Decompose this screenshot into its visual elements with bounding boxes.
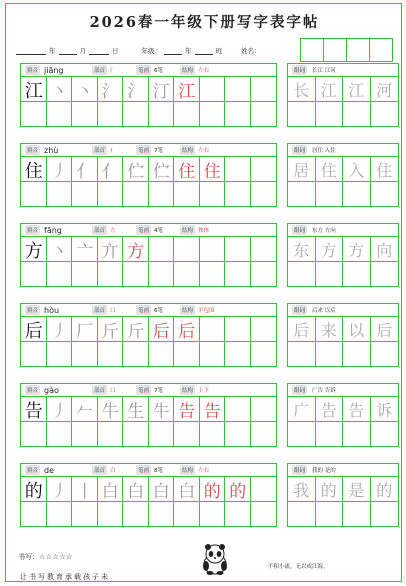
stroke-step: 丨 (76, 482, 94, 502)
pinyin: hòu (44, 305, 60, 315)
stroke-step: 的 (203, 482, 221, 502)
word-cell[interactable]: 东 (288, 237, 316, 262)
grid-cell[interactable] (251, 502, 277, 527)
grid-cell[interactable] (251, 422, 277, 447)
grid-cell[interactable] (200, 342, 226, 367)
word-cell[interactable] (343, 182, 371, 206)
word-cell[interactable]: 方 (316, 237, 344, 262)
model-char: 江 (24, 80, 43, 102)
stroke-step: 丿 (50, 322, 68, 342)
grid-cell[interactable] (251, 182, 277, 207)
stroke-step: 汀 (152, 82, 170, 102)
stroke-count: 7笔 (154, 148, 164, 154)
word-cell[interactable] (316, 502, 344, 526)
pinyin: fāng (44, 225, 62, 235)
worksheet-page (5, 3, 402, 582)
stroke-step: 丶 (50, 242, 68, 262)
word-info: 组词 广告 告诉 (288, 384, 398, 397)
structure: 上下 (198, 388, 210, 394)
stroke-step: 氵 (101, 82, 119, 102)
word-cell[interactable]: 告 (316, 397, 344, 422)
word-info: 组词 后来 以后 (288, 304, 398, 317)
word-cell[interactable] (288, 342, 316, 366)
char-section (20, 383, 277, 447)
grid-cell[interactable] (21, 342, 47, 367)
grid-cell[interactable] (174, 342, 200, 367)
word-section (287, 303, 399, 367)
stroke-step: 白 (152, 482, 170, 502)
grid-cell[interactable] (98, 422, 124, 447)
pinyin: de (44, 465, 55, 475)
grid-cell[interactable] (251, 477, 277, 502)
grid-cell[interactable] (123, 502, 149, 527)
word-cell[interactable]: 江 (343, 77, 371, 102)
grid-cell[interactable] (72, 502, 98, 527)
word-info: 组词 居住 入住 (288, 144, 398, 157)
model-char: 后 (24, 320, 43, 342)
stroke-step: 氵 (127, 82, 145, 102)
word-cell[interactable] (371, 422, 399, 446)
structure: 左右 (198, 468, 210, 474)
grid-cell[interactable] (98, 262, 124, 287)
word-cell[interactable]: 是 (343, 477, 371, 502)
word-cell[interactable]: 长 (288, 77, 316, 102)
char-section (20, 463, 277, 527)
word-cell[interactable]: 住 (371, 157, 399, 182)
word-cell[interactable] (288, 102, 316, 126)
word-cell[interactable]: 来 (316, 317, 344, 342)
char-info: 拼音 hòu 部首 口 笔画 6笔 结构 半包围 (21, 304, 276, 317)
stroke-step: 丿 (50, 482, 68, 502)
grid-cell[interactable] (149, 262, 175, 287)
word-cell[interactable]: 向 (371, 237, 399, 262)
stroke-step: 白 (101, 482, 119, 502)
word-grid[interactable] (288, 477, 398, 526)
grid-cell[interactable] (21, 182, 47, 207)
grid-cell[interactable] (225, 502, 251, 527)
radical: 口 (110, 308, 116, 314)
word-cell[interactable] (371, 102, 399, 126)
word-info: 组词 东方 方向 (288, 224, 398, 237)
grid-cell[interactable] (21, 102, 47, 127)
grid-cell[interactable] (225, 102, 251, 127)
stroke-step: 白 (178, 482, 196, 502)
char-info: 拼音 fāng 部首 方 笔画 4笔 结构 独体 (21, 224, 276, 237)
char-info: 拼音 zhù 部首 亻 笔画 7笔 结构 左右 (21, 144, 276, 157)
word-cell[interactable]: 的 (316, 477, 344, 502)
grid-cell[interactable] (47, 502, 73, 527)
stroke-step: 白 (127, 482, 145, 502)
word-section (287, 463, 399, 527)
grid-cell[interactable] (47, 422, 73, 447)
stroke-step: 住 (203, 162, 221, 182)
stroke-step: 亠 (76, 242, 94, 262)
word-list: 居住 入住 (312, 148, 336, 154)
word-cell[interactable]: 广 (288, 397, 316, 422)
word-section (287, 383, 399, 447)
word-cell[interactable]: 诉 (371, 397, 399, 422)
radical: 白 (110, 468, 116, 474)
stroke-step: 告 (178, 402, 196, 422)
pinyin: jiāng (44, 65, 64, 75)
grid-cell[interactable] (47, 342, 73, 367)
stroke-step: 斤 (101, 322, 119, 342)
stroke-step: 丿 (50, 162, 68, 182)
grid-cell[interactable] (174, 502, 200, 527)
grid-cell[interactable] (225, 262, 251, 287)
stroke-step: 后 (152, 322, 170, 342)
slogan: 让书写教育承载孩子未 (20, 573, 110, 581)
word-cell[interactable]: 方 (343, 237, 371, 262)
grid-cell[interactable] (123, 422, 149, 447)
stroke-step: 伫 (152, 162, 170, 182)
word-grid[interactable] (288, 397, 398, 446)
grid-cell[interactable] (98, 502, 124, 527)
grid-cell[interactable] (251, 262, 277, 287)
grid-cell[interactable] (149, 502, 175, 527)
stroke-step: 的 (229, 482, 247, 502)
grid-cell[interactable] (200, 77, 226, 102)
word-cell[interactable] (316, 102, 344, 126)
stroke-step: 𠂉 (76, 402, 94, 422)
stroke-count: 6笔 (154, 308, 164, 314)
grid-cell[interactable] (47, 182, 73, 207)
word-list: 后来 以后 (312, 308, 336, 314)
grid-cell[interactable] (149, 422, 175, 447)
pinyin: gào (44, 385, 59, 395)
word-cell[interactable]: 告 (343, 397, 371, 422)
grid-cell[interactable] (174, 102, 200, 127)
stroke-step: 生 (127, 402, 145, 422)
stroke-count: 6笔 (154, 68, 164, 74)
radical: 氵 (110, 68, 116, 74)
grid-cell[interactable] (21, 262, 47, 287)
grid-cell[interactable] (225, 422, 251, 447)
word-cell[interactable] (343, 422, 371, 446)
grid-cell[interactable] (225, 342, 251, 367)
pinyin: zhù (44, 145, 59, 155)
word-cell[interactable] (288, 422, 316, 446)
proverb: 不积小流，无以成江海。 (268, 564, 329, 570)
word-cell[interactable] (288, 262, 316, 286)
word-grid[interactable] (288, 237, 398, 286)
stroke-step: 江 (178, 82, 196, 102)
grid-cell[interactable] (174, 182, 200, 207)
stroke-step: 方 (127, 242, 145, 262)
name-boxes[interactable] (301, 38, 393, 62)
grid-cell[interactable] (200, 182, 226, 207)
grid-cell[interactable] (225, 77, 251, 102)
word-cell[interactable] (371, 182, 399, 206)
grid-cell[interactable] (98, 342, 124, 367)
grid-cell[interactable] (225, 157, 251, 182)
radical: 方 (110, 228, 116, 234)
word-cell[interactable] (343, 502, 371, 526)
grid-cell[interactable] (225, 317, 251, 342)
word-cell[interactable] (371, 342, 399, 366)
grid-cell[interactable] (251, 397, 277, 422)
model-char: 的 (24, 480, 43, 502)
grid-cell[interactable] (251, 102, 277, 127)
word-section (287, 63, 399, 127)
word-list: 我的 是的 (312, 468, 336, 474)
grid-cell[interactable] (251, 77, 277, 102)
word-cell[interactable]: 的 (371, 477, 399, 502)
word-cell[interactable] (343, 102, 371, 126)
word-cell[interactable]: 河 (371, 77, 399, 102)
panda-icon (200, 542, 230, 576)
grid-cell[interactable] (47, 102, 73, 127)
char-section (20, 63, 277, 127)
grid-cell[interactable] (47, 262, 73, 287)
stroke-step: 牛 (101, 402, 119, 422)
word-grid[interactable] (288, 157, 398, 206)
word-cell[interactable] (316, 262, 344, 286)
word-cell[interactable]: 入 (343, 157, 371, 182)
word-cell[interactable]: 后 (288, 317, 316, 342)
structure: 左右 (198, 68, 210, 74)
page-title: 2026春一年级下册写字表字帖 (89, 14, 320, 31)
stroke-step: 告 (203, 402, 221, 422)
grid-cell[interactable] (72, 182, 98, 207)
grid-cell[interactable] (72, 262, 98, 287)
grid-cell[interactable] (225, 182, 251, 207)
word-list: 东方 方向 (312, 228, 336, 234)
stroke-step: 丿 (50, 402, 68, 422)
word-grid[interactable] (288, 317, 398, 366)
radical: 亻 (110, 148, 116, 154)
model-char: 住 (24, 160, 43, 182)
grid-cell[interactable] (98, 102, 124, 127)
write-rating: 书写：☆☆☆☆☆ (18, 553, 73, 561)
word-list: 长江 江河 (312, 68, 336, 74)
structure: 半包围 (198, 308, 215, 314)
date-grade-row: 年 月 日 年级： 年 班 姓名： (16, 46, 264, 55)
word-info: 组词 长江 江河 (288, 64, 398, 77)
grid-cell[interactable] (174, 237, 200, 262)
word-cell[interactable]: 以 (343, 317, 371, 342)
char-info: 拼音 jiāng 部首 氵 笔画 6笔 结构 左右 (21, 64, 276, 77)
grid-cell[interactable] (123, 342, 149, 367)
grid-cell[interactable] (149, 102, 175, 127)
word-list: 广告 告诉 (312, 388, 336, 394)
grid-cell[interactable] (225, 397, 251, 422)
grid-cell[interactable] (98, 182, 124, 207)
grid-cell[interactable] (251, 317, 277, 342)
stroke-step: 牛 (152, 402, 170, 422)
char-section (20, 303, 277, 367)
model-char: 告 (24, 400, 43, 422)
word-grid[interactable] (288, 77, 398, 126)
grid-cell[interactable] (149, 342, 175, 367)
grid-cell[interactable] (251, 157, 277, 182)
radical: 口 (110, 388, 116, 394)
grid-cell[interactable] (200, 237, 226, 262)
word-section (287, 143, 399, 207)
stroke-step: 亣 (101, 242, 119, 262)
word-cell[interactable] (316, 342, 344, 366)
grid-cell[interactable] (21, 422, 47, 447)
word-cell[interactable]: 居 (288, 157, 316, 182)
char-info: 拼音 de 部首 白 笔画 8笔 结构 左右 (21, 464, 276, 477)
grid-cell[interactable] (72, 102, 98, 127)
stroke-count: 8笔 (154, 468, 164, 474)
stroke-step: 亻 (76, 162, 94, 182)
word-cell[interactable] (371, 502, 399, 526)
word-cell[interactable]: 我 (288, 477, 316, 502)
star-rating[interactable]: ☆☆☆☆☆ (39, 553, 73, 561)
grid-cell[interactable] (174, 262, 200, 287)
stroke-step: 伫 (127, 162, 145, 182)
grid-cell[interactable] (72, 422, 98, 447)
stroke-step: 住 (178, 162, 196, 182)
grid-cell[interactable] (200, 262, 226, 287)
grid-cell[interactable] (72, 342, 98, 367)
grid-cell[interactable] (251, 237, 277, 262)
stroke-count: 4笔 (154, 228, 164, 234)
grid-cell[interactable] (149, 182, 175, 207)
grid-cell[interactable] (200, 422, 226, 447)
stroke-step: 丶 (50, 82, 68, 102)
stroke-step: 亻 (101, 162, 119, 182)
word-cell[interactable] (343, 342, 371, 366)
stroke-step: 斤 (127, 322, 145, 342)
word-cell[interactable] (316, 422, 344, 446)
model-char: 方 (24, 240, 43, 262)
grid-cell[interactable] (200, 502, 226, 527)
stroke-step: 厂 (76, 322, 94, 342)
stroke-step: 丶 (76, 82, 94, 102)
word-cell[interactable] (371, 262, 399, 286)
word-cell[interactable]: 住 (316, 157, 344, 182)
word-cell[interactable] (316, 182, 344, 206)
word-cell[interactable] (343, 262, 371, 286)
char-section (20, 143, 277, 207)
grid-cell[interactable] (200, 102, 226, 127)
grid-cell[interactable] (251, 342, 277, 367)
word-cell[interactable]: 江 (316, 77, 344, 102)
grid-cell[interactable] (123, 182, 149, 207)
grid-cell[interactable] (200, 317, 226, 342)
structure: 独体 (198, 228, 210, 234)
char-section (20, 223, 277, 287)
grid-cell[interactable] (149, 237, 175, 262)
grid-cell[interactable] (123, 102, 149, 127)
char-info: 拼音 gào 部首 口 笔画 7笔 结构 上下 (21, 384, 276, 397)
word-cell[interactable]: 后 (371, 317, 399, 342)
grid-cell[interactable] (225, 237, 251, 262)
word-info: 组词 我的 是的 (288, 464, 398, 477)
word-cell[interactable] (288, 182, 316, 206)
word-cell[interactable] (288, 502, 316, 526)
word-section (287, 223, 399, 287)
stroke-step: 后 (178, 322, 196, 342)
grid-cell[interactable] (123, 262, 149, 287)
stroke-count: 7笔 (154, 388, 164, 394)
grid-cell[interactable] (21, 502, 47, 527)
grid-cell[interactable] (174, 422, 200, 447)
structure: 左右 (198, 148, 210, 154)
